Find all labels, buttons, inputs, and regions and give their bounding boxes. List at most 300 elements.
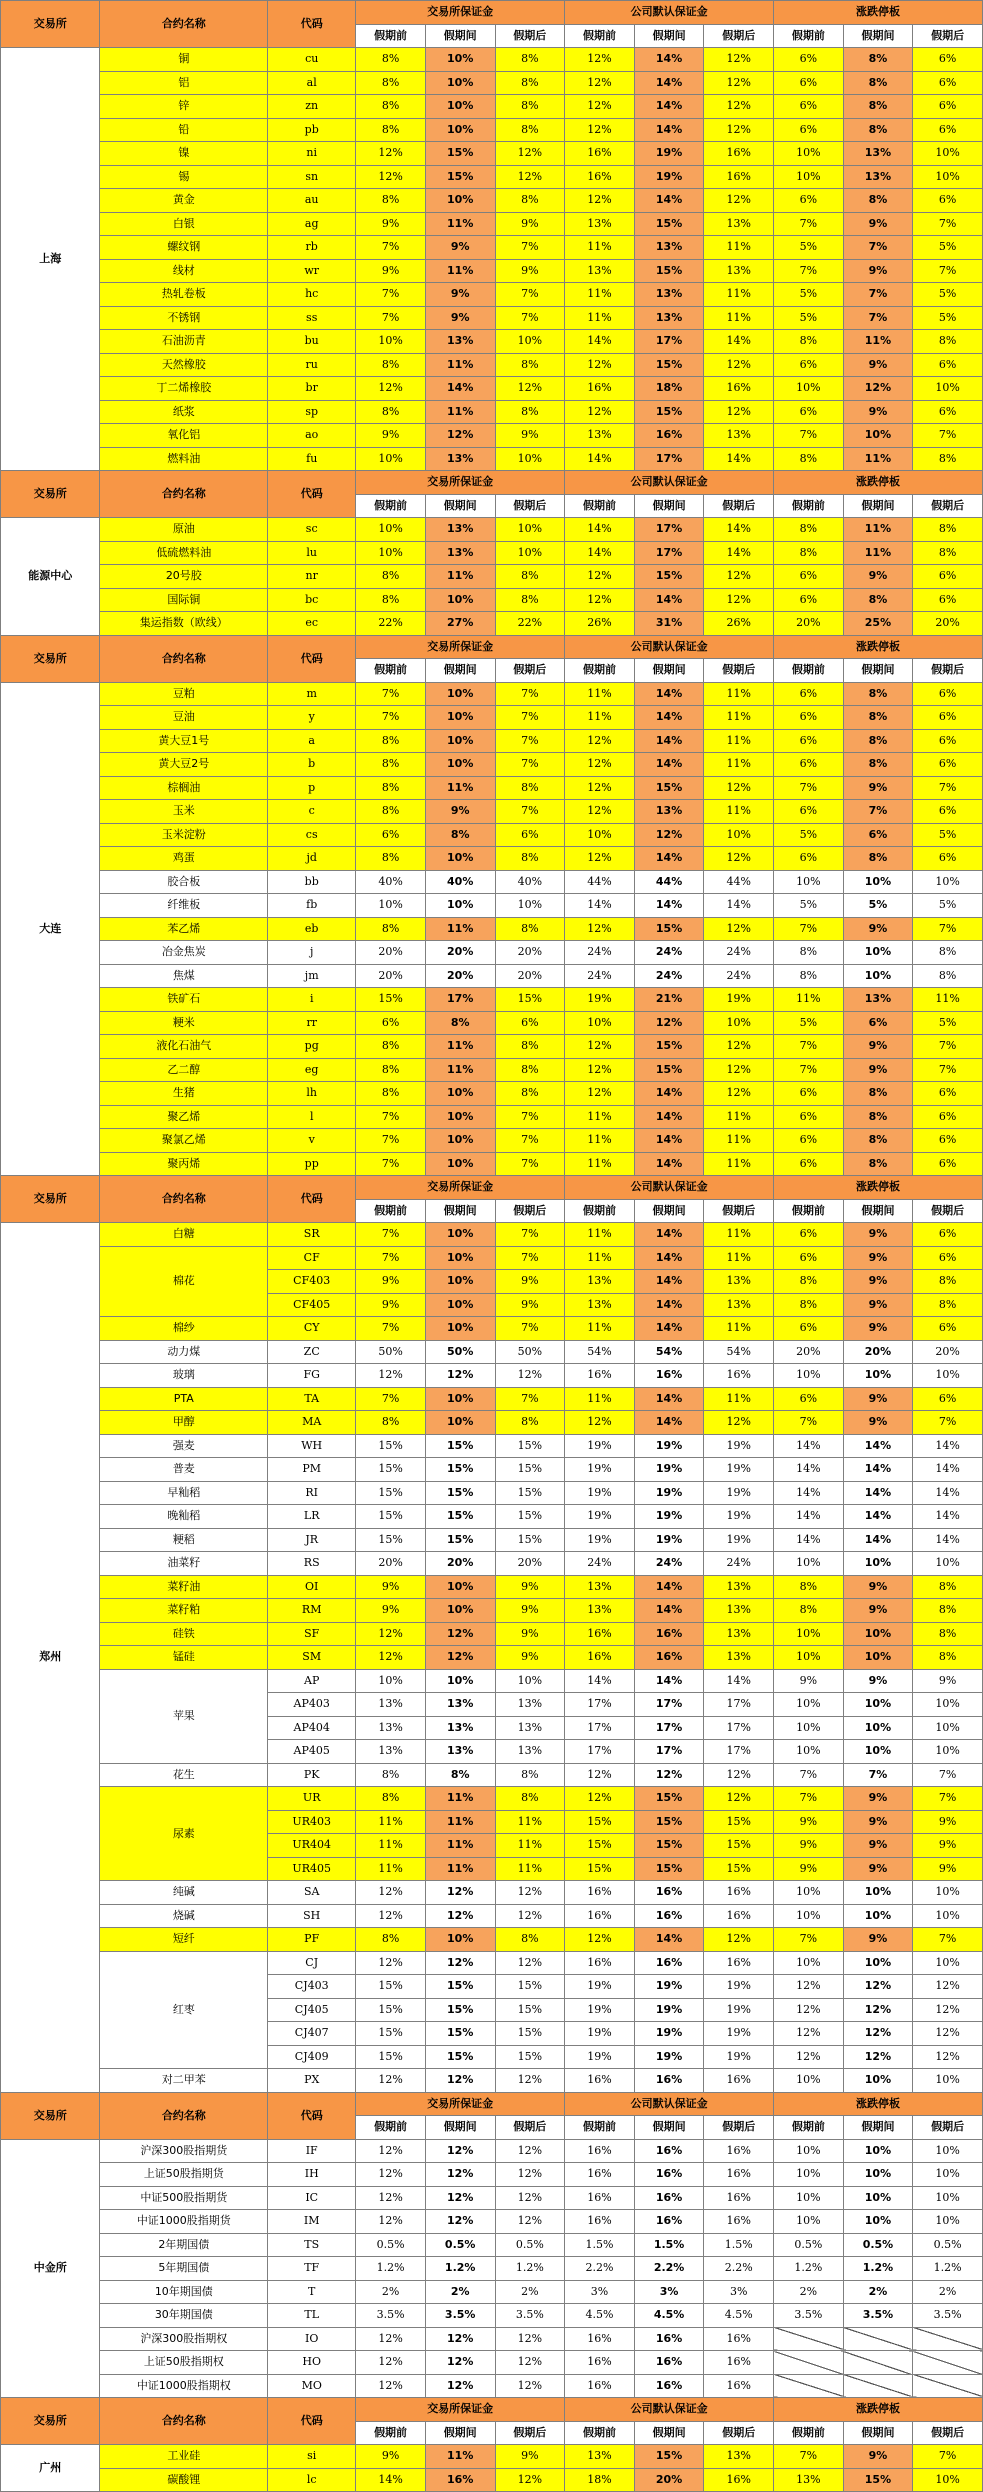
value-cell: [843, 2351, 913, 2375]
value-cell: 12%: [843, 2022, 913, 2046]
value-cell: 13%: [843, 142, 913, 166]
value-cell: 16%: [704, 2163, 774, 2187]
value-cell: 16%: [634, 1904, 704, 1928]
code-cell: AP: [268, 1669, 356, 1693]
value-cell: 12%: [843, 377, 913, 401]
value-cell: 3.5%: [425, 2304, 495, 2328]
value-cell: 12%: [565, 1082, 635, 1106]
value-cell: 11%: [565, 236, 635, 260]
value-cell: 11%: [774, 988, 844, 1012]
value-cell: 12%: [634, 1011, 704, 1035]
code-cell: IM: [268, 2210, 356, 2234]
value-cell: 10%: [913, 377, 983, 401]
code-cell: OI: [268, 1575, 356, 1599]
header-code: 代码: [268, 2092, 356, 2139]
value-cell: 5%: [843, 894, 913, 918]
value-cell: 13%: [704, 1270, 774, 1294]
value-cell: 14%: [634, 682, 704, 706]
table-row: [1, 1035, 983, 1059]
value-cell: 9%: [843, 1387, 913, 1411]
contract-name-cell: 花生: [100, 1763, 268, 1787]
value-cell: 7%: [913, 1928, 983, 1952]
value-cell: 8%: [495, 400, 565, 424]
value-cell: 27%: [425, 612, 495, 636]
table-row: [1, 1528, 983, 1552]
table-row: [1, 541, 983, 565]
value-cell: 10%: [843, 964, 913, 988]
value-cell: 10%: [843, 2210, 913, 2234]
value-cell: 12%: [565, 917, 635, 941]
table-row: [1, 870, 983, 894]
value-cell: 9%: [843, 1599, 913, 1623]
value-cell: 12%: [704, 1763, 774, 1787]
value-cell: 8%: [356, 400, 426, 424]
code-cell: AP403: [268, 1693, 356, 1717]
code-cell: m: [268, 682, 356, 706]
value-cell: 10%: [425, 706, 495, 730]
contract-name-cell: 国际铜: [100, 588, 268, 612]
contract-name-cell: 棕榈油: [100, 776, 268, 800]
value-cell: 10%: [425, 1082, 495, 1106]
value-cell: 10%: [425, 1223, 495, 1247]
value-cell: 20%: [495, 941, 565, 965]
contract-name-cell: 中证1000股指期权: [100, 2374, 268, 2398]
value-cell: 14%: [634, 1270, 704, 1294]
value-cell: 26%: [565, 612, 635, 636]
header-contract-name: 合约名称: [100, 1, 268, 48]
value-cell: 24%: [634, 941, 704, 965]
value-cell: 8%: [495, 118, 565, 142]
subheader-period: 假期前: [356, 24, 426, 48]
value-cell: 13%: [425, 541, 495, 565]
value-cell: 1.5%: [565, 2233, 635, 2257]
value-cell: 7%: [495, 283, 565, 307]
subheader-period: 假期后: [495, 2421, 565, 2445]
table-row: [1, 1223, 983, 1247]
value-cell: 12%: [843, 1975, 913, 1999]
contract-name-cell: 短纤: [100, 1928, 268, 1952]
code-cell: PF: [268, 1928, 356, 1952]
value-cell: 6%: [774, 1105, 844, 1129]
value-cell: 19%: [704, 2045, 774, 2069]
value-cell: 44%: [704, 870, 774, 894]
value-cell: 14%: [843, 1434, 913, 1458]
value-cell: 0.5%: [495, 2233, 565, 2257]
value-cell: 14%: [634, 588, 704, 612]
value-cell: 16%: [634, 2163, 704, 2187]
value-cell: 10%: [425, 1411, 495, 1435]
value-cell: 19%: [704, 1998, 774, 2022]
code-cell: CY: [268, 1317, 356, 1341]
value-cell: 11%: [565, 1317, 635, 1341]
value-cell: 7%: [913, 917, 983, 941]
contract-name-cell: 燃料油: [100, 447, 268, 471]
value-cell: 8%: [495, 1763, 565, 1787]
value-cell: 8%: [495, 1787, 565, 1811]
value-cell: 14%: [774, 1458, 844, 1482]
value-cell: 10%: [425, 1270, 495, 1294]
value-cell: 24%: [634, 1552, 704, 1576]
value-cell: 10%: [843, 2163, 913, 2187]
value-cell: 9%: [843, 1857, 913, 1881]
value-cell: 14%: [634, 729, 704, 753]
value-cell: 10%: [913, 2468, 983, 2492]
value-cell: 17%: [634, 541, 704, 565]
subheader-period: 假期后: [913, 2116, 983, 2140]
value-cell: 9%: [356, 1599, 426, 1623]
table-row: [1, 565, 983, 589]
value-cell: 1.5%: [704, 2233, 774, 2257]
value-cell: 14%: [913, 1458, 983, 1482]
value-cell: 5%: [774, 236, 844, 260]
subheader-period: 假期后: [913, 494, 983, 518]
value-cell: 8%: [495, 1058, 565, 1082]
value-cell: 12%: [704, 95, 774, 119]
value-cell: 11%: [704, 682, 774, 706]
value-cell: 10%: [913, 2186, 983, 2210]
value-cell: 17%: [565, 1740, 635, 1764]
code-cell: MA: [268, 1411, 356, 1435]
value-cell: 6%: [913, 1223, 983, 1247]
value-cell: 7%: [913, 424, 983, 448]
value-cell: 8%: [356, 1411, 426, 1435]
value-cell: 5%: [913, 1011, 983, 1035]
value-cell: 10%: [425, 1129, 495, 1153]
exchange-cell: 能源中心: [1, 518, 100, 636]
value-cell: 10%: [843, 2186, 913, 2210]
table-row: [1, 212, 983, 236]
contract-name-cell: 黄金: [100, 189, 268, 213]
value-cell: 24%: [565, 1552, 635, 1576]
value-cell: 10%: [356, 541, 426, 565]
value-cell: 17%: [634, 1693, 704, 1717]
value-cell: 7%: [356, 236, 426, 260]
code-cell: TA: [268, 1387, 356, 1411]
code-cell: ec: [268, 612, 356, 636]
value-cell: 16%: [565, 377, 635, 401]
value-cell: 16%: [634, 1622, 704, 1646]
value-cell: 12%: [774, 2022, 844, 2046]
value-cell: 19%: [634, 1528, 704, 1552]
value-cell: 6%: [913, 588, 983, 612]
table-row: [1, 1434, 983, 1458]
value-cell: 8%: [356, 95, 426, 119]
value-cell: 11%: [356, 1857, 426, 1881]
code-cell: ag: [268, 212, 356, 236]
table-row: [1, 776, 983, 800]
value-cell: 10%: [774, 142, 844, 166]
code-cell: WH: [268, 1434, 356, 1458]
value-cell: 6%: [356, 1011, 426, 1035]
code-cell: CJ403: [268, 1975, 356, 1999]
header-group: 公司默认保证金: [565, 2398, 774, 2422]
code-cell: LR: [268, 1505, 356, 1529]
value-cell: 10%: [495, 447, 565, 471]
contract-name-cell: 10年期国债: [100, 2280, 268, 2304]
contract-name-cell: 锰硅: [100, 1646, 268, 1670]
table-row: [1, 518, 983, 542]
value-cell: 20%: [913, 612, 983, 636]
value-cell: 10%: [425, 95, 495, 119]
table-row: [1, 800, 983, 824]
value-cell: 1.2%: [843, 2257, 913, 2281]
value-cell: 16%: [704, 2139, 774, 2163]
value-cell: 7%: [774, 1787, 844, 1811]
value-cell: 9%: [356, 424, 426, 448]
value-cell: 9%: [774, 1669, 844, 1693]
value-cell: 10%: [704, 823, 774, 847]
value-cell: 4.5%: [704, 2304, 774, 2328]
value-cell: 10%: [843, 2139, 913, 2163]
subheader-period: 假期间: [425, 494, 495, 518]
subheader-period: 假期后: [495, 1199, 565, 1223]
value-cell: 16%: [565, 2139, 635, 2163]
value-cell: 14%: [704, 1669, 774, 1693]
value-cell: 10%: [774, 1622, 844, 1646]
value-cell: 15%: [634, 917, 704, 941]
header-row: [1, 1, 983, 25]
header-code: 代码: [268, 1176, 356, 1223]
value-cell: 10%: [425, 71, 495, 95]
value-cell: 19%: [704, 1975, 774, 1999]
contract-name-cell: 早籼稻: [100, 1481, 268, 1505]
code-cell: UR404: [268, 1834, 356, 1858]
value-cell: 11%: [425, 400, 495, 424]
value-cell: 8%: [913, 447, 983, 471]
value-cell: 19%: [634, 165, 704, 189]
value-cell: 11%: [704, 706, 774, 730]
value-cell: 10%: [843, 941, 913, 965]
value-cell: 12%: [495, 2351, 565, 2375]
value-cell: 1.2%: [913, 2257, 983, 2281]
value-cell: 6%: [774, 1152, 844, 1176]
table-row: [1, 2327, 983, 2351]
value-cell: 8%: [425, 823, 495, 847]
subheader-period: 假期前: [356, 2421, 426, 2445]
contract-name-cell: 豆粕: [100, 682, 268, 706]
header-row: [1, 2398, 983, 2422]
value-cell: 15%: [356, 1998, 426, 2022]
contract-name-cell: 线材: [100, 259, 268, 283]
value-cell: 10%: [425, 1387, 495, 1411]
value-cell: 7%: [495, 706, 565, 730]
code-cell: CJ407: [268, 2022, 356, 2046]
table-row: [1, 2351, 983, 2375]
value-cell: 11%: [495, 1857, 565, 1881]
value-cell: 10%: [774, 1716, 844, 1740]
contract-name-cell: 铝: [100, 71, 268, 95]
code-cell: pb: [268, 118, 356, 142]
value-cell: 17%: [634, 1716, 704, 1740]
value-cell: 16%: [704, 165, 774, 189]
value-cell: 7%: [843, 800, 913, 824]
value-cell: 15%: [634, 1035, 704, 1059]
value-cell: 6%: [913, 400, 983, 424]
value-cell: 15%: [425, 165, 495, 189]
table-row: [1, 682, 983, 706]
value-cell: 11%: [495, 1834, 565, 1858]
value-cell: 12%: [495, 2374, 565, 2398]
value-cell: 10%: [913, 142, 983, 166]
value-cell: 16%: [704, 2374, 774, 2398]
value-cell: 12%: [425, 2374, 495, 2398]
contract-name-cell: 液化石油气: [100, 1035, 268, 1059]
value-cell: 14%: [634, 48, 704, 72]
value-cell: 50%: [356, 1340, 426, 1364]
value-cell: 17%: [425, 988, 495, 1012]
value-cell: 9%: [495, 2445, 565, 2469]
value-cell: 11%: [565, 283, 635, 307]
table-row: [1, 823, 983, 847]
value-cell: 11%: [565, 1105, 635, 1129]
value-cell: 9%: [356, 1575, 426, 1599]
value-cell: 16%: [704, 2186, 774, 2210]
value-cell: 8%: [913, 330, 983, 354]
contract-name-cell: 铁矿石: [100, 988, 268, 1012]
value-cell: 6%: [843, 1011, 913, 1035]
value-cell: 7%: [356, 1105, 426, 1129]
value-cell: 10%: [425, 1599, 495, 1623]
value-cell: 8%: [913, 941, 983, 965]
value-cell: 3%: [565, 2280, 635, 2304]
subheader-period: 假期后: [913, 2421, 983, 2445]
value-cell: 16%: [634, 2327, 704, 2351]
value-cell: 3.5%: [774, 2304, 844, 2328]
header-contract-name: 合约名称: [100, 471, 268, 518]
value-cell: 12%: [565, 800, 635, 824]
value-cell: 8%: [774, 447, 844, 471]
value-cell: 10%: [913, 165, 983, 189]
value-cell: 5%: [913, 823, 983, 847]
value-cell: 17%: [565, 1716, 635, 1740]
value-cell: 10%: [425, 118, 495, 142]
code-cell: UR403: [268, 1810, 356, 1834]
value-cell: 13%: [565, 424, 635, 448]
code-cell: v: [268, 1129, 356, 1153]
contract-name-cell: 碳酸锂: [100, 2468, 268, 2492]
value-cell: 6%: [774, 95, 844, 119]
contract-name-cell: 聚乙烯: [100, 1105, 268, 1129]
value-cell: 3%: [704, 2280, 774, 2304]
value-cell: 12%: [356, 2327, 426, 2351]
contract-name-cell: 鸡蛋: [100, 847, 268, 871]
value-cell: 10%: [913, 2069, 983, 2093]
code-cell: RS: [268, 1552, 356, 1576]
value-cell: 12%: [704, 588, 774, 612]
header-group: 交易所保证金: [356, 1176, 565, 1200]
code-cell: RM: [268, 1599, 356, 1623]
value-cell: 7%: [495, 1152, 565, 1176]
value-cell: 5%: [913, 894, 983, 918]
value-cell: 12%: [704, 353, 774, 377]
value-cell: 12%: [495, 2069, 565, 2093]
value-cell: 5%: [913, 306, 983, 330]
table-row: [1, 1011, 983, 1035]
value-cell: 14%: [843, 1528, 913, 1552]
value-cell: 8%: [843, 753, 913, 777]
code-cell: SM: [268, 1646, 356, 1670]
value-cell: 12%: [704, 1058, 774, 1082]
value-cell: 8%: [495, 353, 565, 377]
value-cell: 12%: [565, 353, 635, 377]
value-cell: 10%: [425, 1575, 495, 1599]
value-cell: 11%: [425, 1058, 495, 1082]
table-row: [1, 1246, 983, 1270]
contract-name-cell: 热轧卷板: [100, 283, 268, 307]
header-group: 公司默认保证金: [565, 2092, 774, 2116]
value-cell: 11%: [425, 212, 495, 236]
value-cell: 12%: [425, 2163, 495, 2187]
code-cell: CF405: [268, 1293, 356, 1317]
subheader-period: 假期间: [843, 494, 913, 518]
value-cell: 8%: [913, 1293, 983, 1317]
table-row: [1, 118, 983, 142]
value-cell: 12%: [704, 1082, 774, 1106]
value-cell: 15%: [425, 1528, 495, 1552]
value-cell: 3.5%: [356, 2304, 426, 2328]
value-cell: 1.2%: [356, 2257, 426, 2281]
value-cell: 12%: [704, 1928, 774, 1952]
value-cell: 9%: [425, 236, 495, 260]
table-row: [1, 2186, 983, 2210]
value-cell: 10%: [913, 1552, 983, 1576]
contract-name-cell: 石油沥青: [100, 330, 268, 354]
header-exchange: 交易所: [1, 2398, 100, 2445]
value-cell: 15%: [356, 2022, 426, 2046]
value-cell: 10%: [425, 729, 495, 753]
value-cell: 13%: [495, 1716, 565, 1740]
header-group: 交易所保证金: [356, 2398, 565, 2422]
contract-name-cell: 粳米: [100, 1011, 268, 1035]
value-cell: 12%: [565, 118, 635, 142]
table-row: [1, 1317, 983, 1341]
contract-name-cell: 冶金焦炭: [100, 941, 268, 965]
value-cell: 11%: [565, 682, 635, 706]
value-cell: 16%: [704, 1951, 774, 1975]
header-exchange: 交易所: [1, 2092, 100, 2139]
contract-name-cell: 工业硅: [100, 2445, 268, 2469]
value-cell: 8%: [356, 1082, 426, 1106]
value-cell: 13%: [843, 165, 913, 189]
contract-name-cell: 油菜籽: [100, 1552, 268, 1576]
value-cell: 7%: [774, 1411, 844, 1435]
value-cell: 15%: [843, 2468, 913, 2492]
value-cell: 10%: [843, 1622, 913, 1646]
value-cell: 13%: [565, 259, 635, 283]
value-cell: 9%: [913, 1857, 983, 1881]
code-cell: IC: [268, 2186, 356, 2210]
value-cell: 15%: [356, 1458, 426, 1482]
code-cell: CJ: [268, 1951, 356, 1975]
value-cell: 6%: [495, 823, 565, 847]
contract-name-cell: 铅: [100, 118, 268, 142]
value-cell: 9%: [843, 1058, 913, 1082]
value-cell: 15%: [704, 1810, 774, 1834]
value-cell: 10%: [774, 2186, 844, 2210]
value-cell: 1.2%: [425, 2257, 495, 2281]
value-cell: 6%: [913, 48, 983, 72]
value-cell: 9%: [495, 212, 565, 236]
value-cell: 14%: [565, 518, 635, 542]
contract-name-cell: 胶合板: [100, 870, 268, 894]
value-cell: 16%: [565, 2069, 635, 2093]
table-row: [1, 1481, 983, 1505]
subheader-period: 假期间: [425, 2116, 495, 2140]
value-cell: 12%: [565, 1411, 635, 1435]
value-cell: 8%: [356, 753, 426, 777]
value-cell: 11%: [565, 1152, 635, 1176]
value-cell: 12%: [704, 847, 774, 871]
